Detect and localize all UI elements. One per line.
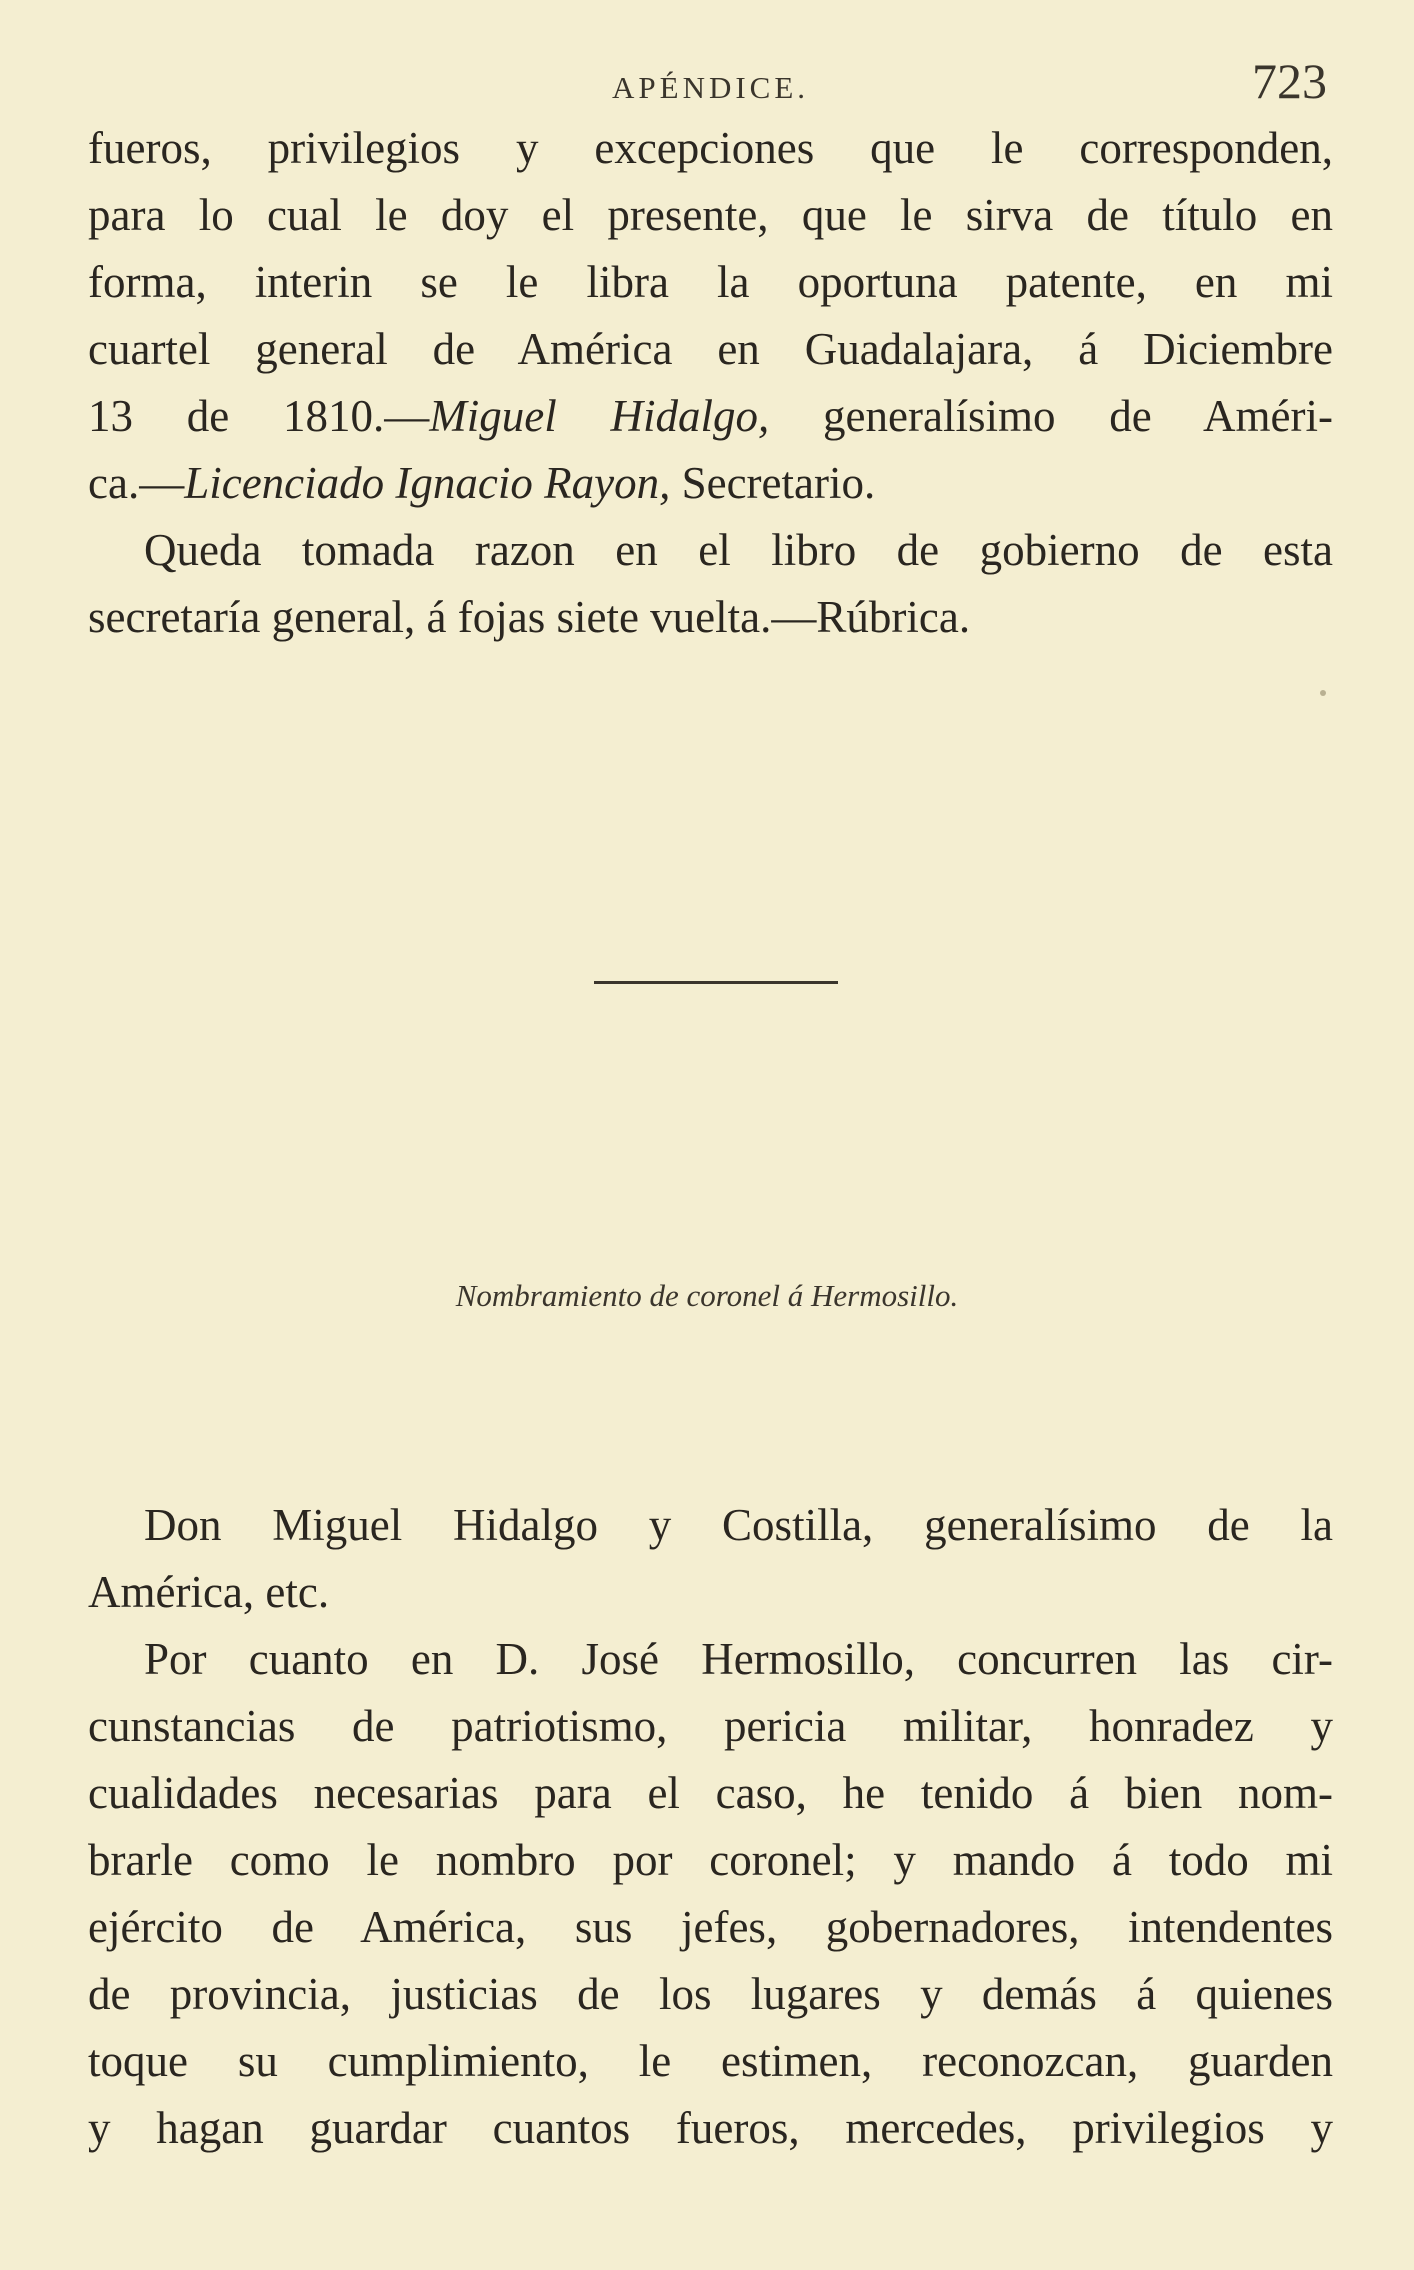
section-heading: Nombramiento de coronel á Hermosillo. (455, 1278, 959, 1313)
text-line: toque su cumplimiento, le estimen, reconozcan, guarden (88, 2036, 1333, 2086)
text-line: Por cuanto en D. José Hermosillo, concurren las cir- (144, 1634, 1333, 1684)
text-line: para lo cual le doy el presente, que le sirva de título en (88, 190, 1333, 240)
signer-name-italic: Licenciado Ignacio Rayon, (184, 458, 671, 508)
text-line: brarle como le nombro por coronel; y mando á todo mi (88, 1835, 1333, 1885)
text-run: generalísimo de Améri- (769, 391, 1333, 441)
signer-name-italic: Miguel Hidalgo, (429, 391, 770, 441)
text-block-2 (88, 1492, 1333, 2162)
text-line: ejército de América, sus jefes, gobernadores, intendentes (88, 1902, 1333, 1952)
text-line: y hagan guardar cuantos fueros, mercedes, privilegios y (88, 2103, 1333, 2153)
text-line: cuartel general de América en Guadalajara, á Diciembre (88, 324, 1333, 374)
text-line: forma, interin se le libra la oportuna patente, en mi (88, 257, 1333, 307)
text-line: de provincia, justicias de los lugares y demás á quienes (88, 1969, 1333, 2019)
text-line (88, 383, 1333, 450)
running-head (0, 52, 1414, 112)
text-line: cualidades necesarias para el caso, he tenido á bien nom- (88, 1768, 1333, 1818)
page-number: 723 (1252, 53, 1327, 109)
running-title: APÉNDICE. (612, 70, 810, 105)
text-run: Secretario. (670, 458, 876, 508)
text-line: Don Miguel Hidalgo y Costilla, generalísimo de la (144, 1500, 1333, 1550)
text-line: Queda tomada razon en el libro de gobierno de esta (144, 525, 1333, 575)
text-line: cunstancias de patriotismo, pericia militar, honradez y (88, 1701, 1333, 1751)
text-run: ca.— (88, 458, 185, 508)
text-line: América, etc. (88, 1567, 330, 1617)
text-line: secretaría general, á fojas siete vuelta.—Rúbrica. (88, 592, 971, 642)
text-run: 13 de 1810.— (88, 391, 430, 441)
paper-speck (1320, 690, 1326, 696)
text-line: fueros, privilegios y excepciones que le corresponden, (88, 123, 1333, 173)
text-line (88, 450, 1333, 517)
section-divider (594, 981, 838, 984)
text-block-1 (88, 115, 1333, 651)
